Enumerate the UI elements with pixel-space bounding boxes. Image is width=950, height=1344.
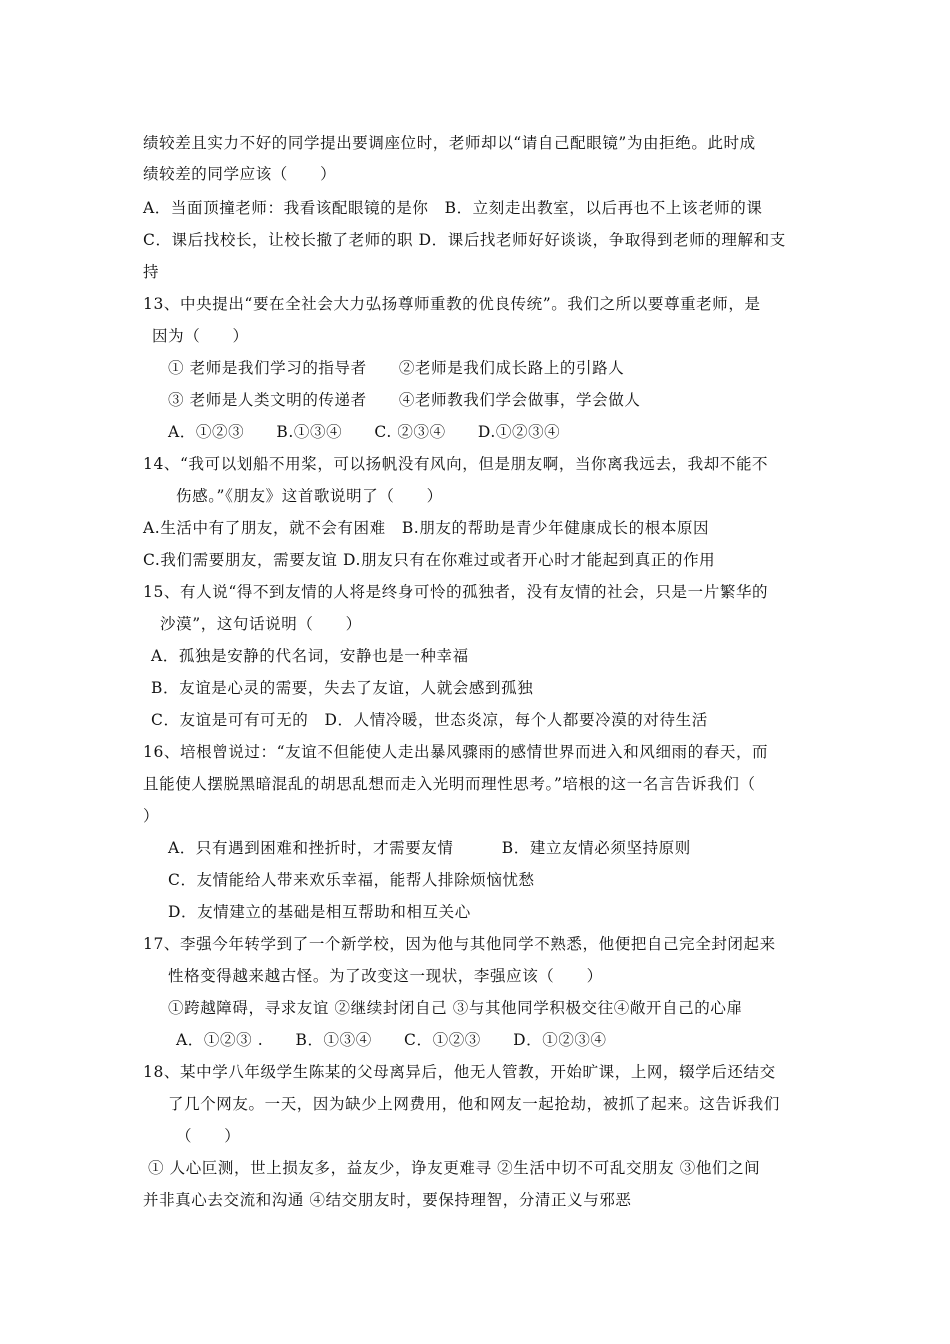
text-line: ） xyxy=(143,807,160,825)
answer-option: B．友谊是心灵的需要，失去了友谊，人就会感到孤独 xyxy=(151,679,534,697)
statement: ① 老师是我们学习的指导者 ②老师是我们成长路上的引路人 xyxy=(168,359,625,377)
text-line: 伤感。”《朋友》这首歌说明了（ ） xyxy=(176,487,443,505)
question-15: 15、有人说“得不到友情的人将是终身可怜的孤独者，没有友情的社会，只是一片繁华的 xyxy=(143,583,769,601)
answer-option: C．友情能给人带来欢乐幸福，能帮人排除烦恼忧愁 xyxy=(168,871,535,889)
question-13: 13、中央提出“要在全社会大力弘扬尊师重教的优良传统”。我们之所以要尊重老师，是 xyxy=(143,295,761,313)
text-line: 持 xyxy=(143,263,160,281)
answer-options: A．①②③ B.①③④ C. ②③④ D.①②③④ xyxy=(168,423,561,441)
question-18: 18、某中学八年级学生陈某的父母离异后，他无人管教，开始旷课，上网，辍学后还结交 xyxy=(143,1063,776,1081)
text-line: A．当面顶撞老师：我看该配眼镜的是你 B．立刻走出教室，以后再也不上该老师的课 xyxy=(143,199,763,217)
question-16: 16、培根曾说过：“友谊不但能使人走出暴风骤雨的感情世界而进入和风细雨的春天，而 xyxy=(143,743,769,761)
text-line: 了几个网友。一天，因为缺少上网费用，他和网友一起抢劫，被抓了起来。这告诉我们 xyxy=(168,1095,780,1113)
answer-option: A．孤独是安静的代名词，安静也是一种幸福 xyxy=(151,647,469,665)
answer-option: D．友情建立的基础是相互帮助和相互关心 xyxy=(168,903,471,921)
statement: 并非真心去交流和沟通 ④结交朋友时，要保持理智，分清正义与邪恶 xyxy=(143,1191,632,1209)
text-line: 绩较差的同学应该（ ） xyxy=(143,165,337,183)
question-14: 14、“我可以划船不用桨，可以扬帆没有风向，但是朋友啊，当你离我远去，我却不能不 xyxy=(143,455,769,473)
text-line: C．课后找校长，让校长撤了老师的职 D．课后找老师好好谈谈，争取得到老师的理解和支 xyxy=(143,231,786,249)
answer-option: A．只有遇到困难和挫折时，才需要友情 B．建立友情必须坚持原则 xyxy=(168,839,691,857)
answer-options: A．①②③ . B．①③④ C．①②③ D．①②③④ xyxy=(176,1031,607,1049)
text-line: 且能使人摆脱黑暗混乱的胡思乱想而走入光明而理性思考。”培根的这一名言告诉我们（ xyxy=(143,775,756,793)
answer-option: A.生活中有了朋友，就不会有困难 B.朋友的帮助是青少年健康成长的根本原因 xyxy=(143,519,710,537)
answer-option: C.我们需要朋友，需要友谊 D.朋友只有在你难过或者开心时才能起到真正的作用 xyxy=(143,551,716,569)
text-line: 绩较差且实力不好的同学提出要调座位时，老师却以“请自己配眼镜”为由拒绝。此时成 xyxy=(143,134,756,152)
text-line: 因为（ ） xyxy=(152,327,249,345)
statement: ③ 老师是人类文明的传递者 ④老师教我们学会做事，学会做人 xyxy=(168,391,641,409)
text-line: （ ） xyxy=(176,1127,241,1145)
statement: ① 人心叵测，世上损友多，益友少，诤友更难寻 ②生活中切不可乱交朋友 ③他们之间 xyxy=(148,1159,761,1177)
question-17: 17、李强今年转学到了一个新学校，因为他与其他同学不熟悉，他便把自己完全封闭起来 xyxy=(143,935,776,953)
text-line: 沙漠”，这句话说明（ ） xyxy=(160,615,362,633)
text-line: 性格变得越来越古怪。为了改变这一现状，李强应该（ ） xyxy=(168,967,603,985)
answer-option: C．友谊是可有可无的 D．人情冷暖，世态炎凉，每个人都要冷漠的对待生活 xyxy=(151,711,708,729)
statement: ①跨越障碍，寻求友谊 ②继续封闭自己 ③与其他同学积极交往④敞开自己的心扉 xyxy=(168,999,743,1017)
